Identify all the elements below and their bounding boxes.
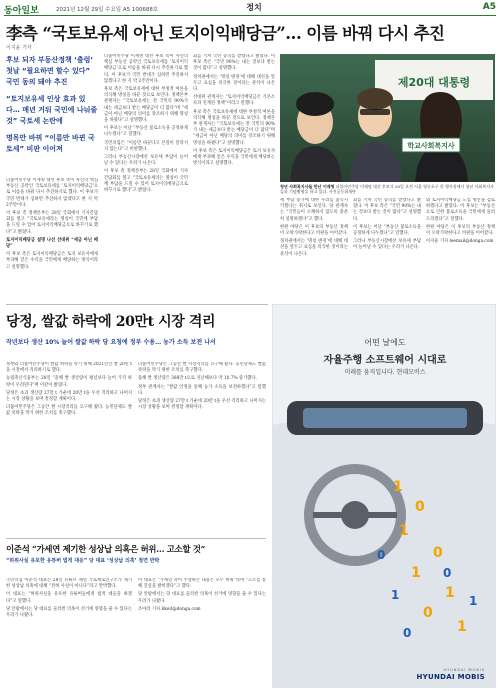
banner-text: 제20대 대통령 [397,76,471,89]
sign-text: 학교사회복지사 [407,142,455,150]
paragraph: 농림축산식품부는 28일 “올해 쌀 생산량이 평년보다 늘어 가격 하락이 우려된다”며 이같이 밝혔다. [6,376,132,388]
issue-date: 2021년 12월 29일 수요일 A5 100688호 [56,7,159,13]
reporter-email: 이지윤 기자 leemail@donga.com [426,239,494,245]
svg-text:1: 1 [469,594,478,608]
paragraph: 세 부담 증가에 대한 우려를 불식시키겠다는 취지로 보인다. 당 관계자는 “국민들이 오해하지 않도록 충분히 설명하겠다”고 했다. [280,198,348,222]
paragraph: 선대위 관계자는 “토지이익배당금은 기본소득과 연계된 정책”이라고 말했다. [193,95,275,107]
paragraph: 당 안팎에서는 당 대표를 둘러싼 의혹이 선거에 영향을 줄 수 있다는 우려가 나왔다. [138,592,266,604]
reporter-email: 조아라 기자 likeit@donga.com [138,606,201,612]
section-label: 정치 [246,3,262,12]
paragraph: 올해 쌀 생산량은 388만 t으로 지난해보다 약 10.7% 증가했다. [138,376,257,382]
svg-text:1: 1 [411,565,421,581]
paragraph: 한편 야당은 이 후보의 부동산 정책이 오락가락한다고 비판을 이어갔다. [426,224,495,237]
caption-title: 청년 사회복지사들 만난 이재명 [280,184,335,189]
paragraph: 정치권에서는 ‘명칭 변경’에 대해 대선을 앞두고 표심을 의식한 것이라는 분석이 나온다. [193,74,275,93]
paragraph: 와 토지이익배당금 도입 방안을 검토하겠다고 밝혔다. 이 후보는 “부동산으로 인한 불로소득을 국민에게 돌려드리겠다”고 말했다. [426,198,495,222]
section-divider [6,538,266,539]
svg-text:1: 1 [445,585,455,601]
paragraph: 이 후보 측은 토지이익배당금은 토지 보유자에게 부과해 얻은 수익을 국민에게 배당하는 방식이라고 설명했다. [193,148,275,167]
paragraph: 더불어민주당 이재명 대선 후보 측이 자신의 핵심 부동산 공약인 국토보유세를 ‘토지이익배당금’으로 이름을 바꿔 다시 추진하기로 했다. 이 후보가 국민 반대가 심하면 추진하지 않겠다고 한 지 약 2주만이다. [104,54,188,84]
article2-headline: 당정, 쌀값 하락에 20만t 시장 격리 [6,314,216,330]
svg-text:0: 0 [423,605,433,621]
paragraph: 당정은 초과 생산량 27만 t 가운데 20만 t을 우선 격리하고 나머지는 시장 상황을 보며 결정할 계획이다. [138,399,266,411]
article1-column-6 [426,198,495,300]
paragraph: 그러나 부동산시장에선 보유세 부담이 늘어날 수 있다는 우려가 나온다. [104,155,188,167]
advertisement[interactable] [272,304,496,688]
article1-column-3 [193,54,275,300]
subdeck-line: “토지보유세 인상 효과 있다… 매년 거둬 국민에 나눠줄 것” 국토세 논란에 [6,95,98,125]
paragraph: 더불어민주당은 그동안 쌀 시장격리를 요구해 왔다. 농민단체도 쌀값 폭락을 막기 위한 조치를 촉구했다. [6,405,132,417]
article1-column-4 [280,198,348,300]
article1-column-1 [6,178,98,300]
ad-tagline: 미래를 움직입니다. 현대모비스 [344,369,426,376]
paragraph: 한편 야당은 이 후보의 부동산 정책이 오락가락한다고 비판을 이어갔다. [280,224,348,237]
ad-heading: 자율주행 소프트웨어 시대로 [323,355,447,366]
section-divider [6,304,268,305]
paragraph: 이 대표는 “허위사실을 유포한 유튜버들에게 법적 대응을 하겠다”고 말했다. [6,592,132,604]
ad-artwork [273,305,496,688]
paragraph: 이 후보는 이날 “부동산 불로소득을 공정하게 나누겠다”고 말했다. [353,224,421,237]
page-number: A5 [482,2,496,12]
photo-illustration [280,54,495,182]
paragraph: 이 후보 측 정책본부는 28일 국회에서 기자간담회를 열고 “국토보유세라는 명칭이 국민께 부담을 드릴 수 있어 토지이익배당금으로 바꾸기로 했다”고 밝혔다. [6,211,98,235]
paragraph: 정부와 더불어민주당이 쌀값 하락을 막기 위해 2021년산 쌀 20만 t을 시장에서 격리하기로 했다. [6,362,132,374]
article1-byline: 이지윤 기자 [6,45,32,51]
svg-text:1: 1 [391,588,400,602]
ad-title: 어떤 날에도 [364,338,406,347]
svg-text:0: 0 [415,499,425,515]
paragraph: 당 안팎에서는 당 대표를 둘러싼 의혹이 선거에 영향을 줄 수 있다는 우려가 나왔다. [6,606,132,619]
paragraph: 회를 거쳐 국민 동의를 받겠다고 밝혔다. 이 후보 측은 “국민 90%는 내는 것보다 받는 것이 많다”고 설명했다. [193,54,275,72]
paragraph: 후보 측은 국토보유세에 대한 부정적 여론을 의식해 명칭을 바꾼 것으로 보인다. 정책본부 관계자는 “국토보유세는 전 국민의 90%가 내는 세금보다 받는 배당금이 더 많다”며 “세금이 아닌 배당의 의미를 강조하기 위해 명칭을 바꿨다”고 설명했다. [104,87,188,124]
paragraph: 당정은 초과 생산량 27만 t 가운데 20만 t을 우선 격리하고 나머지는 시장 상황을 보며 결정할 계획이다. [6,390,132,403]
svg-text:1: 1 [399,523,409,539]
newspaper-name: 동아일보 [4,6,39,16]
masthead [4,2,496,16]
article1-column-2 [104,54,188,300]
paragraph: 더불어민주당은 그동안 쌀 시장격리를 요구해 왔다. 농민단체도 쌀값 폭락을 막기 위한 조치를 촉구했다. [138,362,266,374]
subdeck-line: 명목만 바꿔 “이름만 바뀐 국토세” 비판 이어져 [6,134,95,153]
article1-photo [280,54,495,182]
article3-column-2 [138,578,266,686]
paragraph: 이 후보 측 정책본부는 28일 국회에서 기자간담회를 열고 “국토보유세라는 명칭이 국민께 부담을 드릴 수 있어 토지이익배당금으로 바꾸기로 했다”고 밝혔다. [104,169,188,194]
paragraph: 정치권에서는 ‘명칭 변경’에 대해 대선을 앞두고 표심을 의식한 것이라는 분석이 나온다. [280,239,348,257]
article3-column-1 [6,578,132,686]
paragraph-subhead: 토지이익배당금 설명 나선 선대위 “세금 아닌 배당” [6,237,98,250]
article2-column-1 [6,362,132,534]
svg-text:0: 0 [433,545,443,561]
paragraph: 후보 측은 국토보유세에 대한 부정적 여론을 의식해 명칭을 바꾼 것으로 보인다. 정책본부 관계자는 “국토보유세는 전 국민의 90%가 내는 세금보다 받는 배당금이 더 많다”며 “세금이 아닌 배당의 의미를 강조하기 위해 명칭을 바꿨다”고 설명했다. [193,109,275,146]
svg-text:0: 0 [377,548,386,562]
paragraph: 이 대표는 “가세연 측이 주장하는 내용은 모두 허위”라며 “고소를 통해 진실을 밝히겠다”고 했다. [138,578,266,590]
caption-text: 더불어민주당 이재명 대선 후보가 28일 오전 서울 영등포구 한 행사장에서 청년 사회복지사들과 기념촬영을 하고 있다. 사진공동취재단 [280,184,494,195]
paragraph: 국민의힘은 “이름만 바꾼다고 본질이 달라지지 않는다”고 비판했다. [104,140,188,152]
article1-column-5 [353,198,421,300]
paragraph: 더불어민주당 이재명 대선 후보 측이 자신의 핵심 부동산 공약인 국토보유세를 ‘토지이익배당금’으로 이름을 바꿔 다시 추진하기로 했다. 이 후보가 국민 반대가 심하면 추진하지 않겠다고 한 지 약 2주만이다. [6,178,98,208]
article1-photo-caption [280,184,495,194]
article1-headline: 李측 “국토보유세 아닌 토지이익배당금”… 이름 바꿔 다시 추진 [6,24,445,43]
paragraph: 국민의힘 이준석 대표는 28일 유튜브 채널 가로세로연구소가 제기한 성상납 의혹에 대해 “전혀 사실이 아니다”라고 반박했다. [6,578,132,590]
svg-text:1: 1 [457,619,467,635]
ad-brand-name: HYUNDAI MOBIS [416,673,485,681]
article2-column-2 [138,362,266,534]
ad-brand-subtitle: HYUNDAI MOBIS [443,668,485,672]
svg-text:1: 1 [393,479,403,495]
article3-headline: 이준석 “가세연 제기한 성상납 의혹은 허위… 고소할 것” [6,545,206,555]
paragraph: 정부 관계자는 “쌀값 안정을 통해 농가 소득을 보전하겠다”고 말했다. [138,384,266,396]
paragraph: 회를 거쳐 국민 동의를 받겠다고 밝혔다. 이 후보 측은 “국민 90%는 내는 것보다 받는 것이 많다”고 설명했다. [353,198,421,222]
paragraph: 이 후보는 이날 “부동산 불로소득을 공정하게 나누겠다”고 말했다. [104,126,188,138]
paragraph: 이 후보 측은 토지이익배당금은 토지 보유자에게 부과해 얻은 수익을 국민에게 배당하는 방식이라고 설명했다. [6,252,98,270]
svg-text:0: 0 [443,566,452,580]
svg-text:0: 0 [403,626,412,640]
subdeck-line: 후보 되자 부동산정책 ‘출렁’ 첫날 “필요하면 할수 있다” 국민 동의 돼야 추진 [6,56,94,86]
article3-subdeck: “허위사실 유포한 유튜버 법적 대응” 당 대표 ‘성상납 의혹’ 정면 반박 [6,558,160,564]
paragraph: 그러나 부동산시장에선 보유세 부담이 늘어날 수 있다는 우려가 나온다. [353,239,421,251]
ad-brand-logo[interactable] [416,667,485,681]
article2-subdeck: 작년보다 생산 10% 늘어 쌀값 하락 당 요청에 정부 수용… 농가 소득 보전 나서 [6,339,216,346]
article1-subdeck [6,55,98,161]
